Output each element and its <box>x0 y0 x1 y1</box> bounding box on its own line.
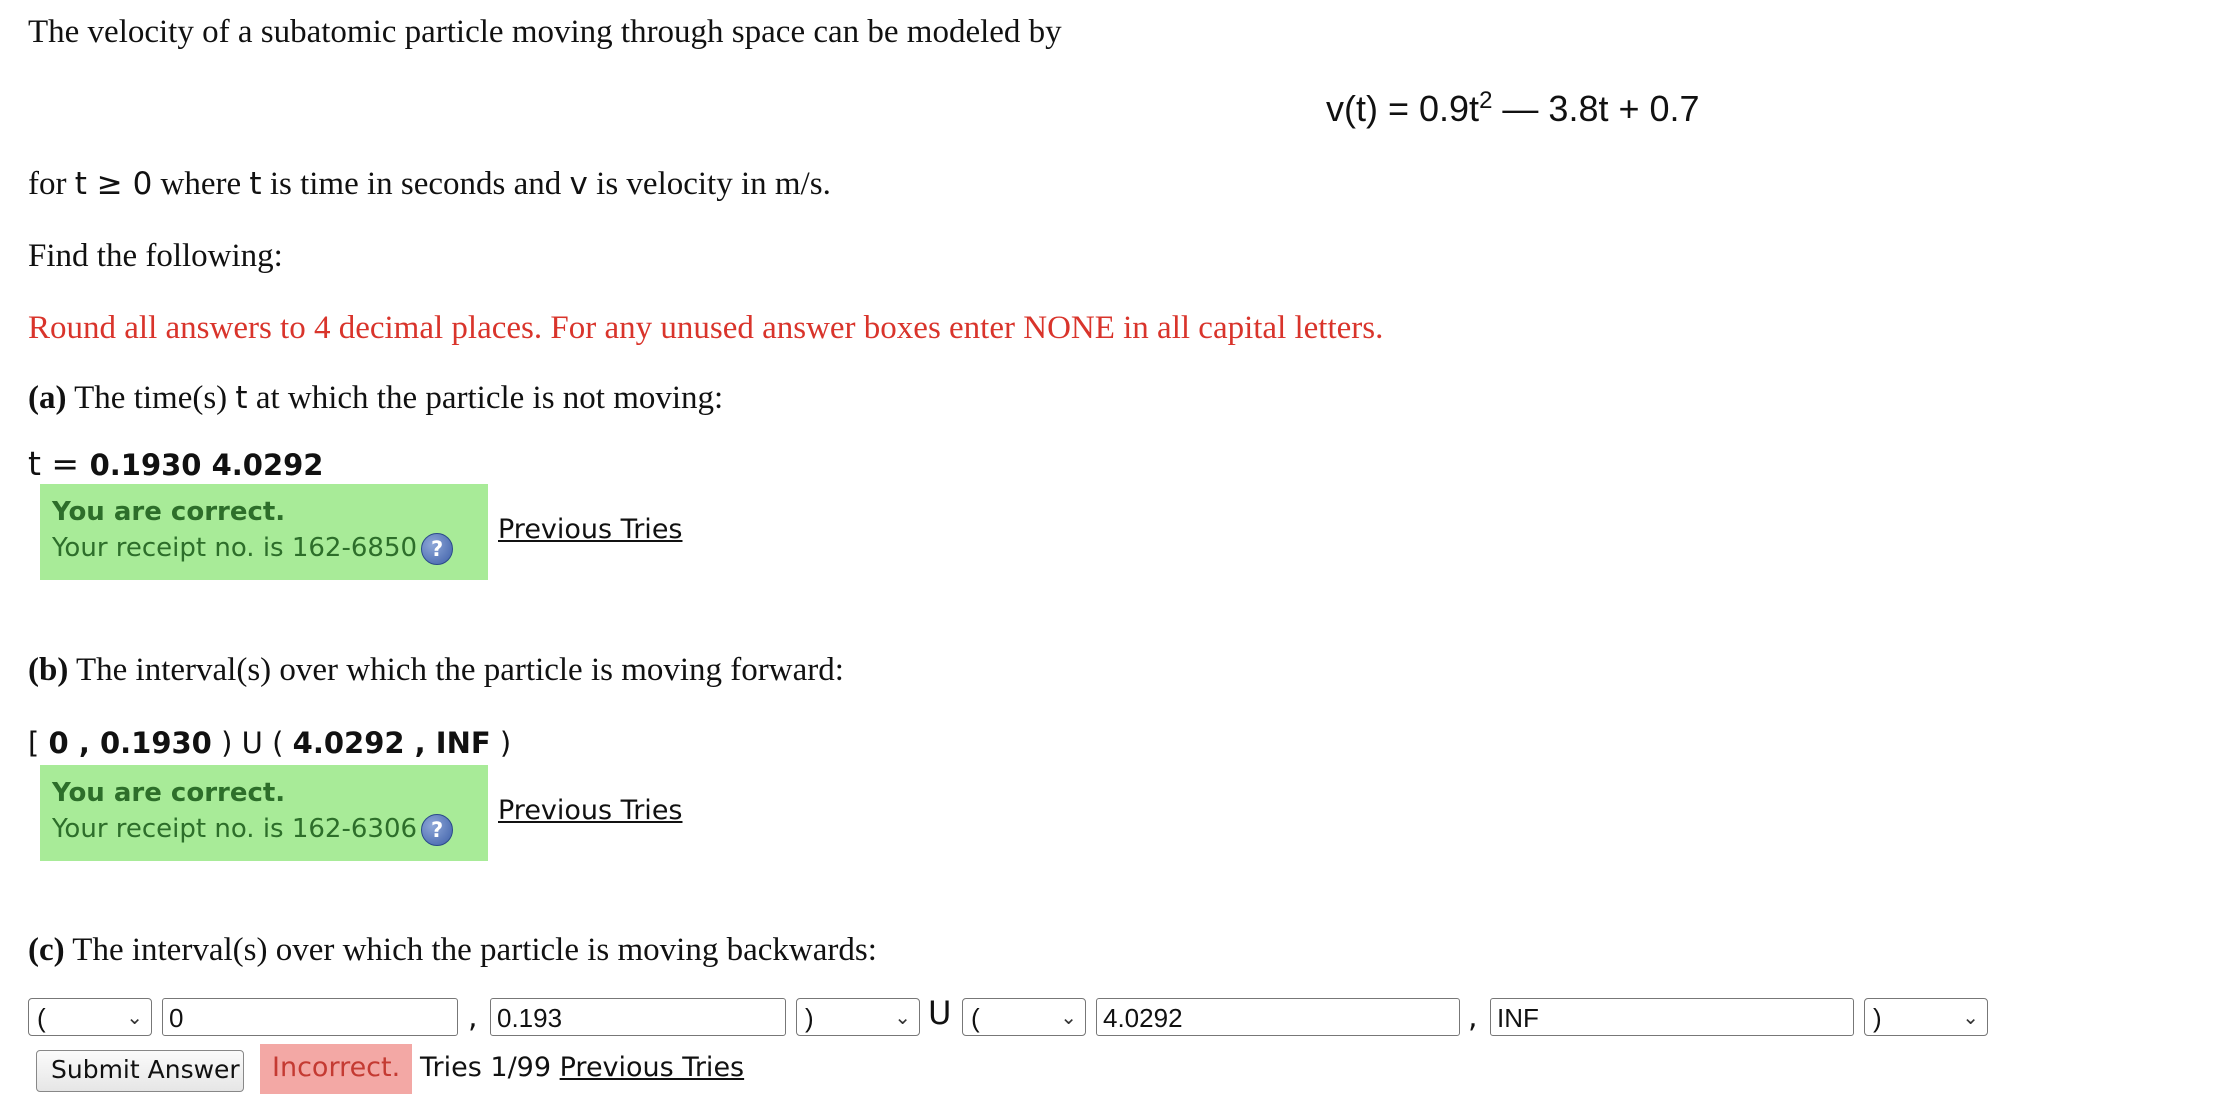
union-symbol: U <box>928 994 952 1032</box>
help-icon[interactable]: ? <box>421 814 453 846</box>
part-b-feedback <box>40 765 488 861</box>
part-a-answer: t = 0.1930 4.0292 <box>28 444 324 483</box>
interval2-end-input[interactable]: INF <box>1490 998 1854 1036</box>
correct-message: You are correct. <box>52 497 286 527</box>
velocity-formula: $v(t) = 0.9t^2$ — 3.8t + 0.7 <box>1326 87 1700 129</box>
problem-intro: The velocity of a subatomic particle moving through space can be modeled by <box>28 14 1062 50</box>
chevron-down-icon: ⌄ <box>894 1005 911 1029</box>
part-a-feedback <box>40 484 488 580</box>
receipt-line: Your receipt no. is 162-6306 ? <box>52 811 488 847</box>
domain-statement: for t ≥ 0 where t is time in seconds and v is velocity in m/s. <box>28 166 831 202</box>
interval-open-bracket-select[interactable]: ( ⌄ <box>28 998 152 1036</box>
chevron-down-icon: ⌄ <box>1962 1005 1979 1029</box>
comma-separator: , <box>1468 1000 1478 1035</box>
chevron-down-icon: ⌄ <box>126 1005 143 1029</box>
part-c-previous-tries-link[interactable]: Previous Tries <box>559 1052 745 1083</box>
interval-end-input[interactable]: 0.193 <box>490 998 786 1036</box>
part-b-previous-tries-link[interactable]: Previous Tries <box>498 795 683 826</box>
tries-counter: Tries 1/99 Previous Tries <box>420 1052 745 1083</box>
part-c-question: (c) The interval(s) over which the particle is moving backwards: <box>28 932 877 968</box>
interval2-close-bracket-select[interactable]: ) ⌄ <box>1864 998 1988 1036</box>
receipt-line: Your receipt no. is 162-6850 ? <box>52 530 488 566</box>
interval2-open-bracket-select[interactable]: ( ⌄ <box>962 998 1086 1036</box>
incorrect-badge: Incorrect. <box>260 1044 412 1094</box>
interval-start-input[interactable]: 0 <box>162 998 458 1036</box>
part-a-previous-tries-link[interactable]: Previous Tries <box>498 514 683 545</box>
part-a-question: (a) The time(s) t at which the particle is not moving: <box>28 380 724 416</box>
find-heading: Find the following: <box>28 238 283 274</box>
part-b-question: (b) The interval(s) over which the particle is moving forward: <box>28 652 844 688</box>
help-icon[interactable]: ? <box>421 533 453 565</box>
chevron-down-icon: ⌄ <box>1060 1005 1077 1029</box>
interval-close-bracket-select[interactable]: ) ⌄ <box>796 998 920 1036</box>
rounding-instruction: Round all answers to 4 decimal places. For any unused answer boxes enter NONE in all capital letters. <box>28 310 1384 346</box>
part-b-answer: [ 0 , 0.1930 ) U ( 4.0292 , INF ) <box>28 726 512 760</box>
submit-answer-button[interactable]: Submit Answer <box>36 1050 244 1092</box>
comma-separator: , <box>468 1000 478 1035</box>
correct-message: You are correct. <box>52 778 286 808</box>
interval2-start-input[interactable]: 4.0292 <box>1096 998 1460 1036</box>
